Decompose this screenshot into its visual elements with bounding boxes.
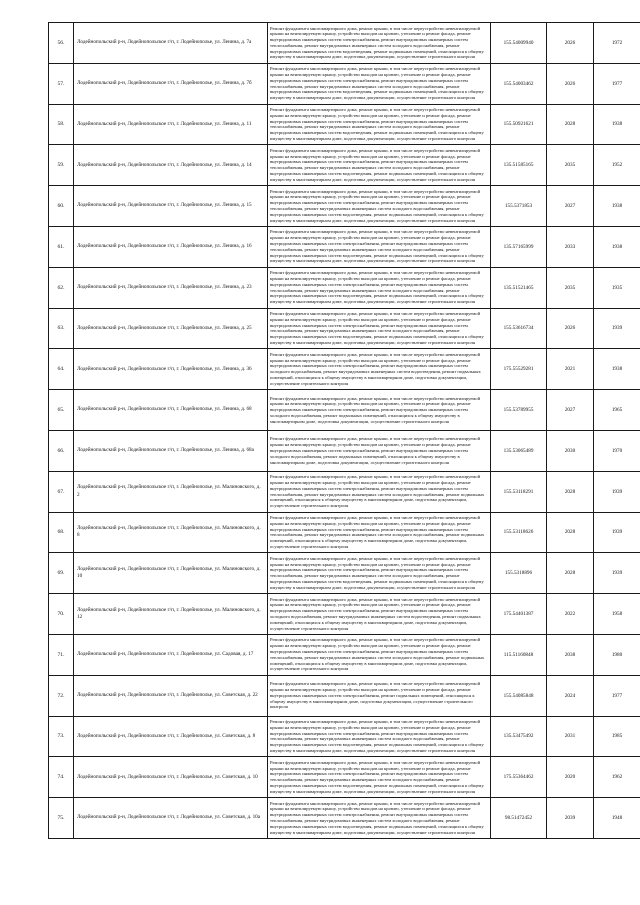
address-cell xyxy=(74,104,268,145)
build-year-cell xyxy=(594,186,640,227)
build-year-cell-text: 1935 xyxy=(611,284,623,291)
planned-year-cell xyxy=(547,226,594,267)
work-description-cell xyxy=(268,757,491,798)
address-cell xyxy=(74,145,268,186)
address-cell xyxy=(74,267,268,308)
cost-cell-text: 155.50921621 xyxy=(503,121,534,128)
row-number-text: 65. xyxy=(57,407,65,414)
build-year-cell xyxy=(594,798,640,839)
planned-year-cell-text: 2028 xyxy=(564,488,576,495)
work-description-cell-text: Ремонт фундамента многоквартирного дома, ремонт крыши, в том числе переустройство невентилируемой крыши на вентилируемую крышу, устройство выходов на кровлю, утепление и ремонт фасада, ремонт внутридомовых инженерных систем электроснабжения, ремонт внутридомовых инженерных систем теплоснабжения, ремонт внутридомовых инженерных систем холодного водоснабжения, ремонт внутридомовых инженерных систем водоотведения, ремонт подвальных помещений, относящихся к общему имуществу в многоквартирном доме, подготовка документации, осуществление строительного контроля xyxy=(270,66,484,101)
planned-year-cell xyxy=(547,349,594,390)
cost-cell xyxy=(491,757,547,798)
table-row xyxy=(49,553,640,594)
row-number xyxy=(49,226,74,267)
planned-year-cell xyxy=(547,430,594,471)
address-cell-text: Лодейнопольский р-н, Лодейнопольское г/п, г. Лодейнополье, ул. Советская, д. 22 xyxy=(77,691,258,698)
cost-cell-text: 135.53475492 xyxy=(503,733,534,740)
build-year-cell-text: 1958 xyxy=(611,611,623,618)
build-year-cell xyxy=(594,104,640,145)
cost-cell-text: 135.51585165 xyxy=(503,162,534,169)
work-description-cell-text: Ремонт фундамента многоквартирного дома, ремонт крыши, в том числе переустройство невентилируемой крыши на вентилируемую крышу, устройство выходов на кровлю, утепление и ремонт фасада, ремонт внутридомовых инженерных систем электроснабжения, ремонт внутридомовых инженерных систем теплоснабжения, ремонт внутридомовых инженерных систем холодного водоснабжения, ремонт внутридомовых инженерных систем водоотведения, ремонт подвальных помещений, относящихся к общему имуществу в многоквартирном доме, подготовка документации, осуществление строительного контроля xyxy=(270,147,484,182)
cost-cell-text: 155.53118626 xyxy=(503,529,534,536)
planned-year-cell-text: 2028 xyxy=(564,570,576,577)
planned-year-cell-text: 2022 xyxy=(564,611,576,618)
build-year-cell xyxy=(594,390,640,431)
row-number xyxy=(49,553,74,594)
cost-cell xyxy=(491,308,547,349)
row-number-text: 72. xyxy=(57,692,65,699)
work-description-cell-text: Ремонт фундамента многоквартирного дома, ремонт крыши, в том числе переустройство невентилируемой крыши на вентилируемую крышу, устройство выходов на кровлю, утепление и ремонт фасада, ремонт внутридомовых инженерных систем электроснабжения, ремонт внутридомовых инженерных систем теплоснабжения, ремонт внутридомовых инженерных систем холодного водоснабжения, ремонт внутридомовых инженерных систем водоотведения, ремонт подвальных помещений, относящихся к общему имуществу в многоквартирном доме, подготовка документации, осуществление строительного контроля xyxy=(270,270,484,305)
build-year-cell-text: 1939 xyxy=(611,570,623,577)
planned-year-cell xyxy=(547,104,594,145)
address-cell xyxy=(74,390,268,431)
address-cell xyxy=(74,471,268,512)
planned-year-cell xyxy=(547,716,594,757)
table-row xyxy=(49,186,640,227)
address-cell-text: Лодейнопольский р-н, Лодейнопольское г/п, г. Лодейнополье, ул. Ленина, д. 16 xyxy=(77,243,252,250)
cost-cell xyxy=(491,23,547,64)
table-row xyxy=(49,349,640,390)
build-year-cell-text: 1965 xyxy=(611,407,623,414)
planned-year-cell xyxy=(547,757,594,798)
cost-cell-text: 175.55364462 xyxy=(503,774,534,781)
build-year-cell-text: 1985 xyxy=(611,733,623,740)
work-description-cell-text: Ремонт фундамента многоквартирного дома, ремонт крыши, в том числе переустройство невентилируемой крыши на вентилируемую крышу, устройство выходов на кровлю, утепление и ремонт фасада, ремонт внутридомовых инженерных систем электроснабжения, ремонт внутридомовых инженерных систем теплоснабжения, ремонт внутридомовых инженерных систем холодного водоснабжения, ремонт внутридомовых инженерных систем водоотведения, ремонт подвальных помещений, относящихся к общему имуществу в многоквартирном доме, подготовка документации, осуществление строительного контроля xyxy=(270,555,484,590)
cost-cell xyxy=(491,716,547,757)
planned-year-cell xyxy=(547,267,594,308)
cost-cell xyxy=(491,553,547,594)
row-number-text: 60. xyxy=(57,203,65,210)
cost-cell-text: 175.55529281 xyxy=(503,366,534,373)
table-row xyxy=(49,308,640,349)
build-year-cell-text: 1938 xyxy=(611,243,623,250)
row-number-text: 61. xyxy=(57,243,65,250)
table-row xyxy=(49,145,640,186)
cost-cell-text: 155.5318896 xyxy=(504,570,533,577)
work-description-cell xyxy=(268,594,491,635)
row-number xyxy=(49,512,74,553)
work-description-cell xyxy=(268,390,491,431)
work-description-cell-text: Ремонт фундамента многоквартирного дома, ремонт крыши, в том числе переустройство невентилируемой крыши на вентилируемую крышу, устройство выходов на кровлю, утепление и ремонт фасада, ремонт внутридомовых инженерных систем электроснабжения, ремонт внутридомовых инженерных систем холодного водоснабжения, ремонт подвальных помещений, относящихся к общему имуществу в многоквартирном доме, подготовка документации, осуществление строительного контроля xyxy=(270,395,481,424)
address-cell-text: Лодейнопольский р-н, Лодейнопольское г/п, г. Лодейнополье, ул. Ленина, д. 11 xyxy=(77,120,252,127)
cost-cell xyxy=(491,186,547,227)
table-row xyxy=(49,716,640,757)
table-row xyxy=(49,512,640,553)
address-cell xyxy=(74,63,268,104)
address-cell-text: Лодейнопольский р-н, Лодейнопольское г/п, г. Лодейнополье, ул. Ленина, д. 15 xyxy=(77,202,252,209)
row-number-text: 70. xyxy=(57,611,65,618)
row-number xyxy=(49,471,74,512)
planned-year-cell xyxy=(547,145,594,186)
cost-cell xyxy=(491,63,547,104)
row-number xyxy=(49,23,74,64)
cost-cell xyxy=(491,226,547,267)
table-row xyxy=(49,471,640,512)
cost-cell xyxy=(491,512,547,553)
address-cell-text: Лодейнопольский р-н, Лодейнопольское г/п, г. Лодейнополье, ул. Советская, д. 10а xyxy=(77,814,261,821)
planned-year-cell xyxy=(547,471,594,512)
build-year-cell-text: 1962 xyxy=(611,774,623,781)
row-number xyxy=(49,757,74,798)
build-year-cell xyxy=(594,594,640,635)
cost-cell-text: 98.51472452 xyxy=(504,815,533,822)
cost-cell-text: 115.51160848 xyxy=(503,651,534,658)
cost-cell-text: 155.53616734 xyxy=(503,325,534,332)
row-number xyxy=(49,349,74,390)
address-cell-text: Лодейнопольский р-н, Лодейнопольское г/п, г. Лодейнополье, ул. Малиновского, д. 10 xyxy=(77,565,261,580)
planned-year-cell-text: 2026 xyxy=(564,80,576,87)
build-year-cell-text: 1939 xyxy=(611,529,623,536)
work-description-cell-text: Ремонт фундамента многоквартирного дома, ремонт крыши, в том числе переустройство невентилируемой крыши на вентилируемую крышу, устройство выходов на кровлю, утепление и ремонт фасада, ремонт внутридомовых инженерных систем электроснабжения, ремонт внутридомовых инженерных систем теплоснабжения, ремонт внутридомовых инженерных систем холодного водоснабжения, ремонт внутридомовых инженерных систем водоотведения, ремонт подвальных помещений, относящихся к общему имуществу в многоквартирном доме, подготовка документации, осуществление строительного контроля xyxy=(270,107,484,142)
row-number xyxy=(49,267,74,308)
row-number-text: 74. xyxy=(57,774,65,781)
address-cell-text: Лодейнопольский р-н, Лодейнопольское г/п, г. Лодейнополье, ул. Советская, д. 8 xyxy=(77,732,256,739)
address-cell xyxy=(74,186,268,227)
planned-year-cell-text: 2030 xyxy=(564,447,576,454)
address-cell-text: Лодейнопольский р-н, Лодейнопольское г/п, г. Лодейнополье, ул. Ленина, д. 14 xyxy=(77,161,252,168)
planned-year-cell xyxy=(547,553,594,594)
cost-cell-text: 155.54085848 xyxy=(503,692,534,699)
row-number-text: 73. xyxy=(57,733,65,740)
row-number xyxy=(49,798,74,839)
build-year-cell xyxy=(594,675,640,716)
row-number-text: 75. xyxy=(57,815,65,822)
build-year-cell-text: 1938 xyxy=(611,203,623,210)
work-description-cell xyxy=(268,267,491,308)
cost-cell-text: 155.53118291 xyxy=(503,488,534,495)
table-row xyxy=(49,226,640,267)
cost-cell-text: 175.54401387 xyxy=(503,611,534,618)
row-number-text: 56. xyxy=(57,39,65,46)
planned-year-cell xyxy=(547,186,594,227)
build-year-cell xyxy=(594,226,640,267)
address-cell xyxy=(74,553,268,594)
cost-cell xyxy=(491,349,547,390)
work-description-cell xyxy=(268,104,491,145)
build-year-cell xyxy=(594,63,640,104)
row-number-text: 68. xyxy=(57,529,65,536)
cost-cell xyxy=(491,634,547,675)
planned-year-cell xyxy=(547,675,594,716)
work-description-cell xyxy=(268,186,491,227)
address-cell xyxy=(74,634,268,675)
build-year-cell xyxy=(594,267,640,308)
row-number xyxy=(49,104,74,145)
work-description-cell-text: Ремонт фундамента многоквартирного дома, ремонт крыши, в том числе переустройство невентилируемой крыши на вентилируемую крышу, устройство выходов на кровлю, утепление и ремонт фасада, ремонт внутридомовых инженерных систем электроснабжения, ремонт внутридомовых инженерных систем холодного водоснабжения, ремонт внутридомовых инженерных систем водоотведения, ремонт подвальных помещений, относящихся к общему имуществу в многоквартирном доме, подготовка документации, осуществление строительного контроля xyxy=(270,596,481,631)
planned-year-cell xyxy=(547,63,594,104)
row-number-text: 57. xyxy=(57,80,65,87)
planned-year-cell-text: 2027 xyxy=(564,407,576,414)
planned-year-cell-text: 2033 xyxy=(564,243,576,250)
row-number xyxy=(49,390,74,431)
work-description-cell-text: Ремонт фундамента многоквартирного дома, ремонт крыши, в том числе переустройство невентилируемой крыши на вентилируемую крышу, устройство выходов на кровлю, утепление и ремонт фасада, ремонт внутридомовых инженерных систем электроснабжения, ремонт внутридомовых инженерных систем теплоснабжения, ремонт внутридомовых инженерных систем холодного водоснабжения, ремонт внутридомовых инженерных систем водоотведения, ремонт подвальных помещений, относящихся к общему имуществу в многоквартирном доме, подготовка документации, осуществление строительного контроля xyxy=(270,311,484,346)
work-description-cell xyxy=(268,675,491,716)
row-number-text: 69. xyxy=(57,570,65,577)
build-year-cell-text: 1977 xyxy=(611,692,623,699)
cost-cell-text: 135.53065489 xyxy=(503,447,534,454)
planned-year-cell-text: 2031 xyxy=(564,733,576,740)
row-number xyxy=(49,675,74,716)
address-cell xyxy=(74,675,268,716)
table-row xyxy=(49,267,640,308)
address-cell xyxy=(74,23,268,64)
build-year-cell-text: 1977 xyxy=(611,80,623,87)
address-cell xyxy=(74,594,268,635)
address-cell-text: Лодейнопольский р-н, Лодейнопольское г/п, г. Лодейнополье, ул. Малиновского, д. 12 xyxy=(77,606,261,621)
address-cell-text: Лодейнопольский р-н, Лодейнопольское г/п, г. Лодейнополье, ул. Малиновского, д. 2 xyxy=(77,484,261,498)
planned-year-cell xyxy=(547,798,594,839)
work-description-cell xyxy=(268,430,491,471)
work-description-cell xyxy=(268,716,491,757)
cost-cell xyxy=(491,145,547,186)
address-cell xyxy=(74,716,268,757)
address-cell xyxy=(74,308,268,349)
build-year-cell xyxy=(594,634,640,675)
work-description-cell-text: Ремонт фундамента многоквартирного дома, ремонт крыши, в том числе переустройство невентилируемой крыши на вентилируемую крышу, устройство выходов на кровлю, утепление и ремонт фасада, ремонт внутридомовых инженерных систем электроснабжения, ремонт внутридомовых инженерных систем теплоснабжения, ремонт внутридомовых инженерных систем холодного водоснабжения, ремонт внутридомовых инженерных систем водоотведения, ремонт подвальных помещений, относящихся к общему имуществу в многоквартирном доме, подготовка документации, осуществление строительного контроля xyxy=(270,759,484,794)
cost-cell xyxy=(491,594,547,635)
work-description-cell xyxy=(268,553,491,594)
table-row xyxy=(49,104,640,145)
build-year-cell-text: 1970 xyxy=(611,447,623,454)
planned-year-cell-text: 2020 xyxy=(564,774,576,781)
build-year-cell xyxy=(594,308,640,349)
planned-year-cell-text: 2026 xyxy=(564,325,576,332)
row-number-text: 64. xyxy=(57,366,65,373)
planned-year-cell-text: 2027 xyxy=(564,203,576,210)
cost-cell xyxy=(491,267,547,308)
work-description-cell-text: Ремонт фундамента многоквартирного дома, ремонт крыши, в том числе переустройство невентилируемой крыши на вентилируемую крышу, устройство выходов на кровлю, утепление и ремонт фасада, ремонт внутридомовых инженерных систем электроснабжения, ремонт внутридомовых инженерных систем теплоснабжения, ремонт внутридомовых инженерных систем холодного водоснабжения, ремонт подвальных помещений, относящихся к общему имуществу в многоквартирном доме, подготовка документации, осуществление строительного контроля xyxy=(270,474,485,509)
address-cell xyxy=(74,798,268,839)
address-cell xyxy=(74,349,268,390)
work-description-cell xyxy=(268,512,491,553)
cost-cell xyxy=(491,675,547,716)
planned-year-cell-text: 2035 xyxy=(564,162,576,169)
work-description-cell xyxy=(268,145,491,186)
planned-year-cell xyxy=(547,390,594,431)
cost-cell-text: 135.51521465 xyxy=(503,284,534,291)
planned-year-cell-text: 2028 xyxy=(564,121,576,128)
address-cell-text: Лодейнопольский р-н, Лодейнопольское г/п, г. Лодейнополье, ул. Ленина, д. 68а xyxy=(77,447,254,454)
cost-cell-text: 155.53789955 xyxy=(503,407,534,414)
row-number-text: 58. xyxy=(57,121,65,128)
row-number-text: 62. xyxy=(57,284,65,291)
work-description-cell xyxy=(268,226,491,267)
address-cell xyxy=(74,226,268,267)
cost-cell xyxy=(491,390,547,431)
row-number xyxy=(49,716,74,757)
build-year-cell xyxy=(594,145,640,186)
build-year-cell-text: 1938 xyxy=(611,366,623,373)
planned-year-cell-text: 2039 xyxy=(564,815,576,822)
table-row xyxy=(49,675,640,716)
planned-year-cell-text: 2021 xyxy=(564,366,576,373)
build-year-cell-text: 1939 xyxy=(611,488,623,495)
build-year-cell-text: 1952 xyxy=(611,162,623,169)
repair-schedule-table xyxy=(48,22,640,839)
table-row xyxy=(49,430,640,471)
table-row xyxy=(49,390,640,431)
row-number-text: 71. xyxy=(57,651,65,658)
work-description-cell xyxy=(268,349,491,390)
build-year-cell-text: 1938 xyxy=(611,121,623,128)
planned-year-cell xyxy=(547,23,594,64)
address-cell xyxy=(74,430,268,471)
table-row xyxy=(49,757,640,798)
planned-year-cell-text: 2028 xyxy=(564,529,576,536)
address-cell xyxy=(74,512,268,553)
cost-cell-text: 155.54009940 xyxy=(503,39,534,46)
table-row xyxy=(49,634,640,675)
planned-year-cell-text: 2026 xyxy=(564,39,576,46)
planned-year-cell xyxy=(547,512,594,553)
row-number xyxy=(49,186,74,227)
address-cell-text: Лодейнопольский р-н, Лодейнопольское г/п, г. Лодейнополье, ул. Ленина, д. 68 xyxy=(77,406,252,413)
work-description-cell-text: Ремонт фундамента многоквартирного дома, ремонт крыши, в том числе переустройство невентилируемой крыши на вентилируемую крышу, устройство выходов на кровлю, утепление и ремонт фасада, ремонт внутридомовых инженерных систем электроснабжения, ремонт внутридомовых инженерных систем теплоснабжения, ремонт внутридомовых инженерных систем холодного водоснабжения, ремонт внутридомовых инженерных систем водоотведения, ремонт подвальных помещений, относящихся к общему имуществу в многоквартирном доме, подготовка документации, осуществление строительного контроля xyxy=(270,719,484,754)
cost-cell-text: 155.54003462 xyxy=(503,80,534,87)
cost-cell-text: 155.5371853 xyxy=(504,203,533,210)
build-year-cell xyxy=(594,23,640,64)
work-description-cell-text: Ремонт фундамента многоквартирного дома, ремонт крыши, в том числе переустройство невентилируемой крыши на вентилируемую крышу, устройство выходов на кровлю, утепление и ремонт фасада, ремонт внутридомовых инженерных систем электроснабжения, ремонт внутридомовых инженерных систем теплоснабжения, ремонт внутридомовых инженерных систем холодного водоснабжения, ремонт подвальных помещений, относящихся к общему имуществу в многоквартирном доме, подготовка документации, осуществление строительного контроля xyxy=(270,637,485,672)
build-year-cell xyxy=(594,553,640,594)
build-year-cell xyxy=(594,349,640,390)
build-year-cell xyxy=(594,430,640,471)
row-number xyxy=(49,308,74,349)
work-description-cell-text: Ремонт фундамента многоквартирного дома, ремонт крыши, в том числе переустройство невентилируемой крыши на вентилируемую крышу, устройство выходов на кровлю, утепление и ремонт фасада, ремонт внутридомовых инженерных систем электроснабжения, ремонт внутридомовых инженерных систем холодного водоснабжения, ремонт внутридомовых инженерных систем водоотведения, ремонт подвальных помещений, относящихся к общему имуществу в многоквартирном доме, подготовка документации, осуществление строительного контроля xyxy=(270,351,481,386)
table-row xyxy=(49,23,640,64)
build-year-cell xyxy=(594,716,640,757)
build-year-cell xyxy=(594,757,640,798)
address-cell xyxy=(74,757,268,798)
row-number-text: 63. xyxy=(57,325,65,332)
address-cell-text: Лодейнопольский р-н, Лодейнопольское г/п, г. Лодейнополье, ул. Советская, д. 10 xyxy=(77,773,258,780)
work-description-cell xyxy=(268,798,491,839)
address-cell-text: Лодейнопольский р-н, Лодейнопольское г/п, г. Лодейнополье, ул. Ленина, д. 36 xyxy=(77,365,252,372)
build-year-cell xyxy=(594,471,640,512)
address-cell-text: Лодейнопольский р-н, Лодейнопольское г/п, г. Лодейнополье, ул. Ленина, д. 7а xyxy=(77,39,252,46)
work-description-cell-text: Ремонт фундамента многоквартирного дома, ремонт крыши, в том числе переустройство невентилируемой крыши на вентилируемую крышу, устройство выходов на кровлю, утепление и ремонт фасада, ремонт внутридомовых инженерных систем электроснабжения, ремонт внутридомовых инженерных систем теплоснабжения, ремонт внутридомовых инженерных систем холодного водоснабжения, ремонт внутридомовых инженерных систем водоотведения, ремонт подвальных помещений, относящихся к общему имуществу в многоквартирном доме, подготовка документации, осуществление строительного контроля xyxy=(270,800,484,835)
cost-cell-text: 135.57165999 xyxy=(503,243,534,250)
work-description-cell-text: Ремонт фундамента многоквартирного дома, ремонт крыши, в том числе переустройство невентилируемой крыши на вентилируемую крышу, устройство выходов на кровлю, утепление и ремонт фасада, ремонт внутридомовых инженерных систем электроснабжения, ремонт внутридомовых инженерных систем теплоснабжения, ремонт внутридомовых инженерных систем холодного водоснабжения, ремонт внутридомовых инженерных систем водоотведения, ремонт подвальных помещений, относящихся к общему имуществу в многоквартирном доме, подготовка документации, осуществление строительного контроля xyxy=(270,188,484,223)
cost-cell xyxy=(491,430,547,471)
table-row xyxy=(49,63,640,104)
cost-cell xyxy=(491,104,547,145)
build-year-cell-text: 1948 xyxy=(611,815,623,822)
planned-year-cell-text: 2024 xyxy=(564,692,576,699)
row-number xyxy=(49,430,74,471)
cost-cell xyxy=(491,471,547,512)
row-number xyxy=(49,634,74,675)
planned-year-cell xyxy=(547,634,594,675)
work-description-cell xyxy=(268,471,491,512)
planned-year-cell xyxy=(547,308,594,349)
row-number xyxy=(49,63,74,104)
row-number-text: 67. xyxy=(57,488,65,495)
address-cell-text: Лодейнопольский р-н, Лодейнопольское г/п, г. Лодейнополье, ул. Ленина, д. 7б xyxy=(77,79,252,86)
work-description-cell-text: Ремонт фундамента многоквартирного дома, ремонт крыши, в том числе переустройство невентилируемой крыши на вентилируемую крышу, устройство выходов на кровлю, утепление и ремонт фасада, ремонт внутридомовых инженерных систем электроснабжения, ремонт внутридомовых инженерных систем теплоснабжения, ремонт внутридомовых инженерных систем холодного водоснабжения, ремонт подвальных помещений, относящихся к общему имуществу в многоквартирном доме, подготовка документации, осуществление строительного контроля xyxy=(270,515,485,550)
planned-year-cell xyxy=(547,594,594,635)
work-description-cell-text: Ремонт фундамента многоквартирного дома, ремонт крыши, в том числе переустройство невентилируемой крыши на вентилируемую крышу, устройство выходов на кровлю, утепление и ремонт фасада, ремонт внутридомовых инженерных систем электроснабжения, ремонт внутридомовых инженерных систем холодного водоснабжения, ремонт подвальных помещений, относящихся к общему имуществу в многоквартирном доме, подготовка документации, осуществление строительного контроля xyxy=(270,436,481,465)
address-cell-text: Лодейнопольский р-н, Лодейнопольское г/п, г. Лодейнополье, ул. Ленина, д. 23 xyxy=(77,283,252,290)
build-year-cell xyxy=(594,512,640,553)
address-cell-text: Лодейнопольский р-н, Лодейнопольское г/п, г. Лодейнополье, ул. Садовая, д. 17 xyxy=(77,651,254,658)
address-cell-text: Лодейнопольский р-н, Лодейнопольское г/п, г. Лодейнополье, ул. Ленина, д. 25 xyxy=(77,324,252,331)
address-cell-text: Лодейнопольский р-н, Лодейнопольское г/п, г. Лодейнополье, ул. Малиновского, д. 8 xyxy=(77,525,261,539)
work-description-cell xyxy=(268,308,491,349)
build-year-cell-text: 1980 xyxy=(611,651,623,658)
row-number-text: 59. xyxy=(57,162,65,169)
work-description-cell xyxy=(268,23,491,64)
work-description-cell xyxy=(268,63,491,104)
build-year-cell-text: 1939 xyxy=(611,325,623,332)
build-year-cell-text: 1972 xyxy=(611,39,623,46)
work-description-cell-text: Ремонт фундамента многоквартирного дома, ремонт крыши, в том числе переустройство невентилируемой крыши на вентилируемую крышу, устройство выходов на кровлю, утепление и ремонт фасада, ремонт внутридомовых инженерных систем электроснабжения, ремонт внутридомовых инженерных систем теплоснабжения, ремонт внутридомовых инженерных систем холодного водоснабжения, ремонт внутридомовых инженерных систем водоотведения, ремонт подвальных помещений, относящихся к общему имуществу в многоквартирном доме, подготовка документации, осуществление строительного контроля xyxy=(270,229,484,264)
work-description-cell xyxy=(268,634,491,675)
work-description-cell-text: Ремонт фундамента многоквартирного дома, ремонт крыши, в том числе переустройство невентилируемой крыши на вентилируемую крышу, устройство выходов на кровлю, утепление и ремонт фасада, ремонт внутридомовых инженерных систем электроснабжения, ремонт подвальных помещений, относящихся к общему имуществу в многоквартирном доме, подготовка документации, осуществление строительного контроля xyxy=(270,681,481,710)
row-number-text: 66. xyxy=(57,447,65,454)
cost-cell xyxy=(491,798,547,839)
row-number xyxy=(49,145,74,186)
work-description-cell-text: Ремонт фундамента многоквартирного дома, ремонт крыши, в том числе переустройство невентилируемой крыши на вентилируемую крышу, устройство выходов на кровлю, утепление и ремонт фасада, ремонт внутридомовых инженерных систем электроснабжения, ремонт внутридомовых инженерных систем теплоснабжения, ремонт внутридомовых инженерных систем холодного водоснабжения, ремонт внутридомовых инженерных систем водоотведения, ремонт подвальных помещений, относящихся к общему имуществу в многоквартирном доме, подготовка документации, осуществление строительного контроля xyxy=(270,25,484,60)
row-number xyxy=(49,594,74,635)
table-row xyxy=(49,798,640,839)
table-body xyxy=(49,23,640,839)
planned-year-cell-text: 2038 xyxy=(564,651,576,658)
table-row xyxy=(49,594,640,635)
planned-year-cell-text: 2035 xyxy=(564,284,576,291)
